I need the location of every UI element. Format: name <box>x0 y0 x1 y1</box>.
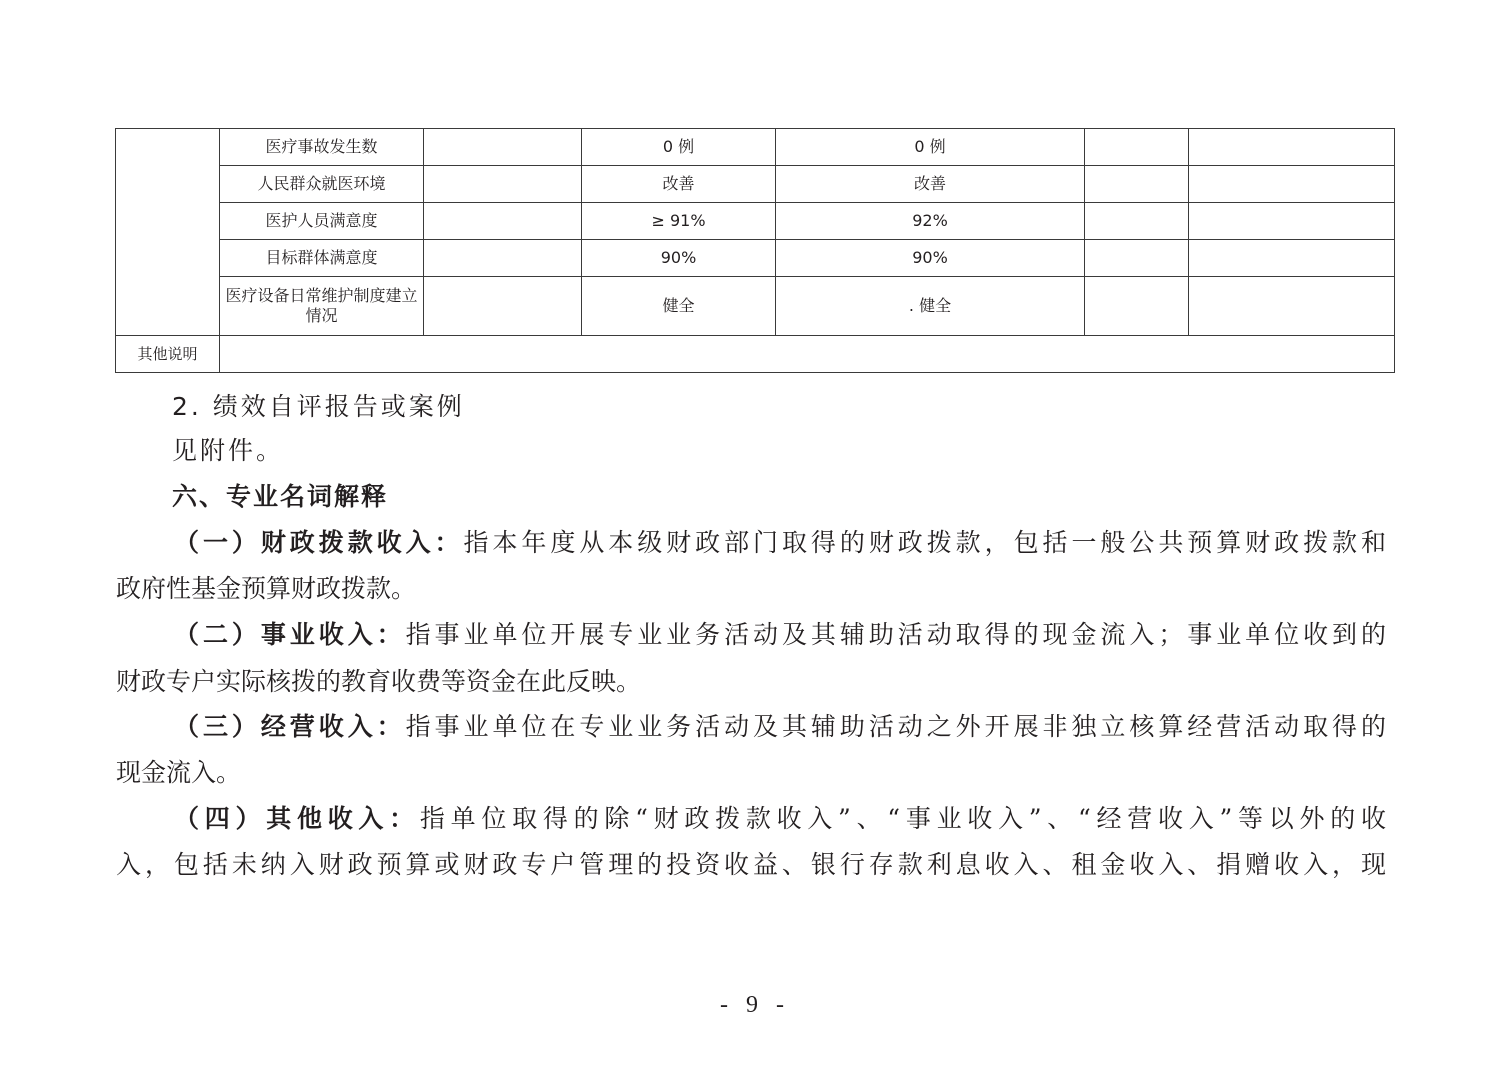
actual-cell: 90% <box>776 240 1085 277</box>
paragraph-3-line-2: 现金流入。 <box>116 758 242 787</box>
target-cell: 0 例 <box>582 129 776 166</box>
group-cell <box>116 129 220 336</box>
actual-cell: . 健全 <box>776 277 1085 336</box>
paragraph-2-line-2: 财政专户实际核拨的教育收费等资金在此反映。 <box>116 667 642 696</box>
table-row <box>116 277 1395 336</box>
paragraph-text: 指事业单位在专业业务活动及其辅助活动之外开展非独立核算经营活动取得的 <box>405 712 1386 741</box>
table-row-other-notes <box>116 336 1395 373</box>
actual-cell: 92% <box>776 203 1085 240</box>
target-cell: 健全 <box>582 277 776 336</box>
page-number: - 9 - <box>720 992 790 1018</box>
actual-cell: 0 例 <box>776 129 1085 166</box>
other-notes-value <box>220 336 1395 373</box>
paragraph-4-line-1 <box>116 803 1386 835</box>
target-cell: 改善 <box>582 166 776 203</box>
other-notes-label: 其他说明 <box>116 336 220 373</box>
indicator-cell: 医疗设备日常维护制度建立情况 <box>220 277 424 336</box>
target-cell: 90% <box>582 240 776 277</box>
paragraph-3-line-1 <box>116 711 1386 743</box>
empty-cell <box>1085 240 1189 277</box>
empty-cell <box>424 203 582 240</box>
paragraph-4-line-2: 入，包括未纳入财政预算或财政专户管理的投资收益、银行存款利息收入、租金收入、捐赠收入，现 <box>116 850 1386 879</box>
empty-cell <box>1189 277 1395 336</box>
table-row <box>116 240 1395 277</box>
empty-cell <box>1189 240 1395 277</box>
indicator-cell: 目标群体满意度 <box>220 240 424 277</box>
empty-cell <box>424 240 582 277</box>
term-other-income: （四）其他收入： <box>174 804 420 833</box>
indicator-cell: 医疗事故发生数 <box>220 129 424 166</box>
indicator-cell: 医护人员满意度 <box>220 203 424 240</box>
paragraph-text: 指本年度从本级财政部门取得的财政拨款，包括一般公共预算财政拨款和 <box>463 528 1386 557</box>
empty-cell <box>1189 203 1395 240</box>
empty-cell <box>424 166 582 203</box>
actual-cell: 改善 <box>776 166 1085 203</box>
table-row <box>116 129 1395 166</box>
empty-cell <box>1085 203 1189 240</box>
term-operating-income: （三）经营收入： <box>174 712 406 741</box>
indicator-cell: 人民群众就医环境 <box>220 166 424 203</box>
target-cell: ≥ 91% <box>582 203 776 240</box>
table-row <box>116 166 1395 203</box>
item2-heading: 2. 绩效自评报告或案例 <box>172 392 465 421</box>
paragraph-1-line-2: 政府性基金预算财政拨款。 <box>116 574 417 603</box>
term-fiscal-appropriation: （一）财政拨款收入： <box>174 528 464 557</box>
term-business-income: （二）事业收入： <box>174 620 406 649</box>
paragraph-2-line-1 <box>116 619 1386 651</box>
empty-cell <box>1085 129 1189 166</box>
paragraph-1-line-1 <box>116 527 1386 559</box>
performance-indicator-table <box>115 128 1395 373</box>
empty-cell <box>424 277 582 336</box>
empty-cell <box>424 129 582 166</box>
table-row <box>116 203 1395 240</box>
section6-heading: 六、专业名词解释 <box>172 482 389 511</box>
paragraph-text: 指单位取得的除“财政拨款收入”、“事业收入”、“经营收入”等以外的收 <box>419 804 1386 833</box>
empty-cell <box>1189 166 1395 203</box>
empty-cell <box>1085 277 1189 336</box>
empty-cell <box>1085 166 1189 203</box>
paragraph-text: 指事业单位开展专业业务活动及其辅助活动取得的现金流入；事业单位收到的 <box>405 620 1386 649</box>
empty-cell <box>1189 129 1395 166</box>
item2-body: 见附件。 <box>172 436 285 465</box>
